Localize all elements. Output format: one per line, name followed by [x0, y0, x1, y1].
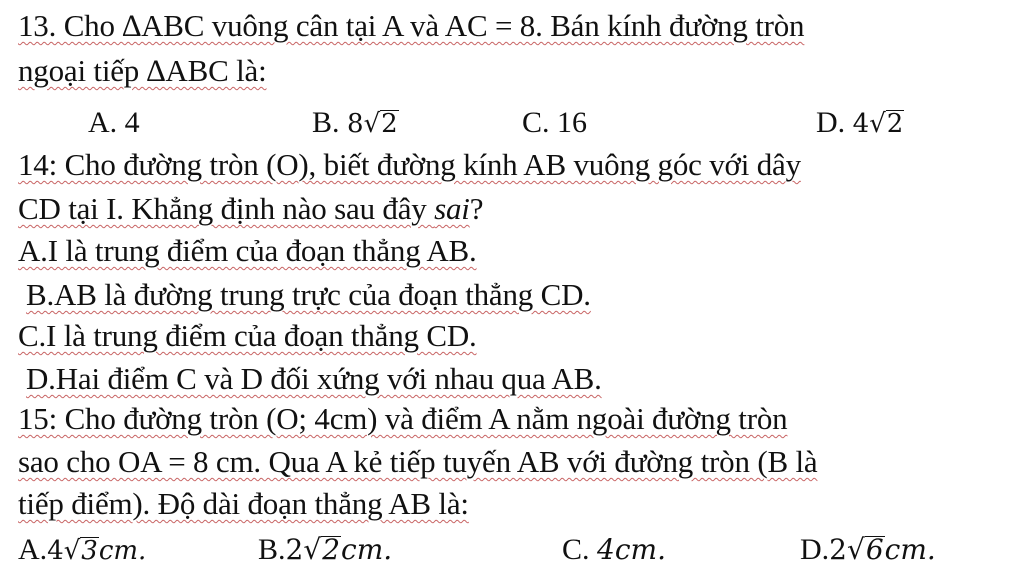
q15-line-2: sao cho OA = 8 cm. Qua A kẻ tiếp tuyến AB với đường tròn (B là [18, 444, 818, 479]
q15-option-d-value [829, 533, 936, 566]
q14-option-c: C.I là trung điểm của đoạn thẳng CD. [18, 318, 477, 353]
q14-line-1: 14: Cho đường tròn (O), biết đường kính AB vuông góc với dây [18, 147, 801, 182]
q13-option-c [522, 103, 587, 143]
q14-option-a: A.I là trung điểm của đoạn thẳng AB. [18, 233, 477, 268]
q13-option-a-label: A. [88, 106, 118, 139]
q15-option-d-coef: 2 [829, 533, 847, 566]
q15-option-b-value [286, 533, 393, 566]
q15-option-b-unit: cm. [341, 533, 393, 566]
q13-line-1: 13. Cho ∆ABC vuông cân tại A và AC = 8. Bán kính đường tròn [18, 8, 805, 43]
q15-option-c-value: 4cm. [597, 533, 666, 566]
q13-options [0, 103, 1024, 143]
q15-option-a-coef: 4 [47, 536, 64, 566]
q15-option-a-label: A. [18, 533, 48, 566]
q15-option-d [800, 530, 936, 570]
q13-option-b-coef: 8 [347, 109, 364, 139]
sqrt-icon: √ [869, 109, 886, 139]
q15-option-a [18, 530, 146, 571]
q13-option-b-value [347, 109, 399, 139]
q14-line-2-text: CD tại I. Khẳng định nào sau đây [18, 191, 435, 226]
q14-line-2 [18, 189, 483, 229]
sqrt-icon: √ [363, 109, 381, 139]
q15-option-d-unit: cm. [884, 533, 936, 566]
q15-option-b [258, 530, 392, 570]
sqrt-icon: √ [63, 536, 81, 566]
q15-option-b-label: B. [258, 533, 286, 566]
q15-option-a-unit: cm. [98, 536, 147, 566]
q13-option-d-label: D. [816, 106, 846, 139]
q13-option-d-value [853, 109, 905, 139]
q14-line-2-suffix: ? [469, 191, 484, 226]
q15-option-d-label: D. [800, 533, 830, 566]
q13-option-c-value: 16 [557, 106, 588, 139]
q15-option-a-radicand: 3 [81, 536, 98, 566]
q15-option-b-coef: 2 [285, 533, 304, 566]
q13-option-b-label: B. [312, 106, 340, 139]
q15-line-3: tiếp điểm). Độ dài đoạn thẳng AB là: [18, 486, 469, 521]
q13-option-a-value: 4 [124, 106, 140, 139]
q15-option-a-value [47, 536, 146, 566]
q14-emphasis-word: sai [434, 191, 470, 226]
q13-option-c-label: C. [522, 106, 550, 139]
q13-option-d [816, 103, 904, 144]
q15-option-d-radicand: 6 [865, 533, 884, 566]
q13-option-d-radicand: 2 [886, 109, 904, 139]
q13-option-b [312, 103, 399, 144]
q13-line-2: ngoại tiếp ∆ABC là: [18, 53, 267, 88]
q14-option-d: D.Hai điểm C và D đối xứng với nhau qua AB. [26, 361, 602, 396]
q15-option-c-label: C. [562, 533, 590, 566]
q15-option-c [562, 530, 666, 570]
q15-options [0, 530, 1024, 570]
q14-option-b: B.AB là đường trung trực của đoạn thẳng CD. [26, 277, 591, 312]
q15-option-b-radicand: 2 [322, 533, 341, 566]
sqrt-icon: √ [303, 533, 322, 566]
sqrt-icon: √ [847, 533, 865, 566]
q15-line-1: 15: Cho đường tròn (O; 4cm) và điểm A nằm ngoài đường tròn [18, 401, 788, 436]
q13-option-d-coef: 4 [852, 109, 870, 139]
q13-option-b-radicand: 2 [381, 109, 398, 139]
q13-option-a [88, 103, 140, 143]
